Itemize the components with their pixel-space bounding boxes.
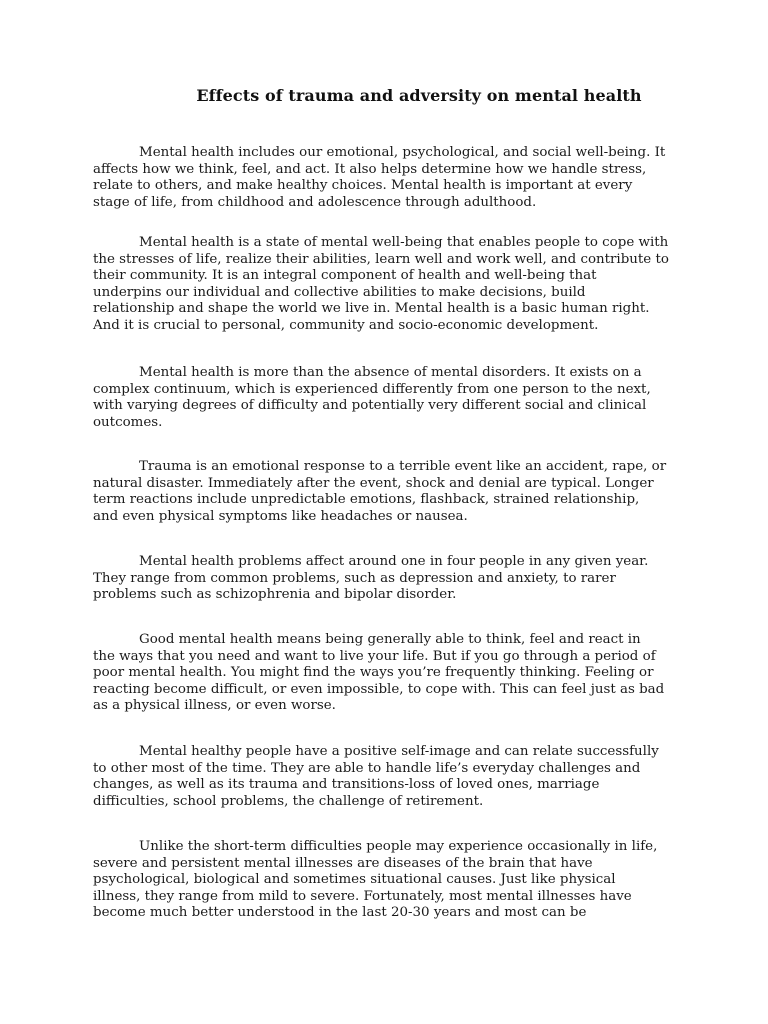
paragraph-line: relate to others, and make healthy choices. Mental health is important at every (93, 178, 633, 194)
paragraph-line: term reactions include unpredictable emotions, flashback, strained relationship, (93, 492, 640, 508)
paragraph-1 (93, 145, 681, 211)
paragraph-line: affects how we think, feel, and act. It also helps determine how we handle stress, (93, 161, 647, 177)
paragraph-line: their community. It is an integral component of health and well-being that (93, 268, 597, 284)
paragraph-line: changes, as well as its trauma and transitions-loss of loved ones, marriage (93, 777, 600, 793)
paragraph-line: problems such as schizophrenia and bipolar disorder. (93, 587, 457, 603)
paragraph-3 (93, 365, 681, 431)
document-title: Effects of trauma and adversity on mental health (196, 86, 642, 105)
paragraph-line: Mental health is more than the absence of mental disorders. It exists on a (139, 365, 642, 380)
paragraph-line: reacting become difficult, or even impossible, to cope with. This can feel just as bad (93, 681, 665, 697)
paragraph-line: And it is crucial to personal, community and socio-economic development. (93, 317, 599, 333)
paragraph-line: They range from common problems, such as depression and anxiety, to rarer (93, 570, 616, 586)
paragraph-line: poor mental health. You might find the ways you’re frequently thinking. Feeling or (93, 665, 654, 681)
paragraph-line: the stresses of life, realize their abilities, learn well and work well, and contribute to (93, 251, 669, 267)
paragraph-line: Trauma is an emotional response to a terrible event like an accident, rape, or (139, 459, 667, 474)
paragraph-8 (93, 839, 681, 922)
paragraph-line: and even physical symptoms like headaches or nausea. (93, 508, 468, 524)
paragraph-line: stage of life, from childhood and adolescence through adulthood. (93, 194, 537, 210)
paragraph-line: Unlike the short-term difficulties people may experience occasionally in life, (139, 839, 658, 854)
paragraph-4 (93, 459, 681, 525)
paragraph-line: Mental health problems affect around one in four people in any given year. (139, 554, 649, 569)
paragraph-line: with varying degrees of difficulty and potentially very different social and clinical (93, 398, 647, 414)
paragraph-line: to other most of the time. They are able to handle life’s everyday challenges and (93, 760, 641, 776)
paragraph-line: psychological, biological and sometimes situational causes. Just like physical (93, 872, 616, 888)
paragraph-6 (93, 632, 681, 715)
paragraph-line: outcomes. (93, 414, 163, 430)
paragraph-7 (93, 744, 681, 810)
paragraph-line: Mental health is a state of mental well-being that enables people to cope with (139, 235, 669, 250)
paragraph-2 (93, 235, 681, 335)
paragraph-line: become much better understood in the last 20-30 years and most can be (93, 905, 587, 921)
paragraph-line: Good mental health means being generally able to think, feel and react in (139, 632, 641, 647)
paragraph-line: illness, they range from mild to severe. Fortunately, most mental illnesses have (93, 888, 632, 904)
paragraph-5 (93, 554, 681, 604)
paragraph-line: severe and persistent mental illnesses are diseases of the brain that have (93, 855, 593, 871)
paragraph-line: relationship and shape the world we live in. Mental health is a basic human right. (93, 301, 650, 317)
paragraph-line: as a physical illness, or even worse. (93, 698, 336, 714)
paragraph-line: underpins our individual and collective abilities to make decisions, build (93, 284, 586, 300)
paragraph-line: Mental health includes our emotional, psychological, and social well-being. It (139, 145, 666, 160)
paragraph-line: Mental healthy people have a positive self-image and can relate successfully (139, 744, 659, 759)
paragraph-line: the ways that you need and want to live your life. But if you go through a period of (93, 648, 656, 664)
paragraph-line: difficulties, school problems, the challenge of retirement. (93, 793, 484, 809)
paragraph-line: complex continuum, which is experienced differently from one person to the next, (93, 381, 651, 397)
paragraph-line: natural disaster. Immediately after the event, shock and denial are typical. Longer (93, 475, 654, 491)
